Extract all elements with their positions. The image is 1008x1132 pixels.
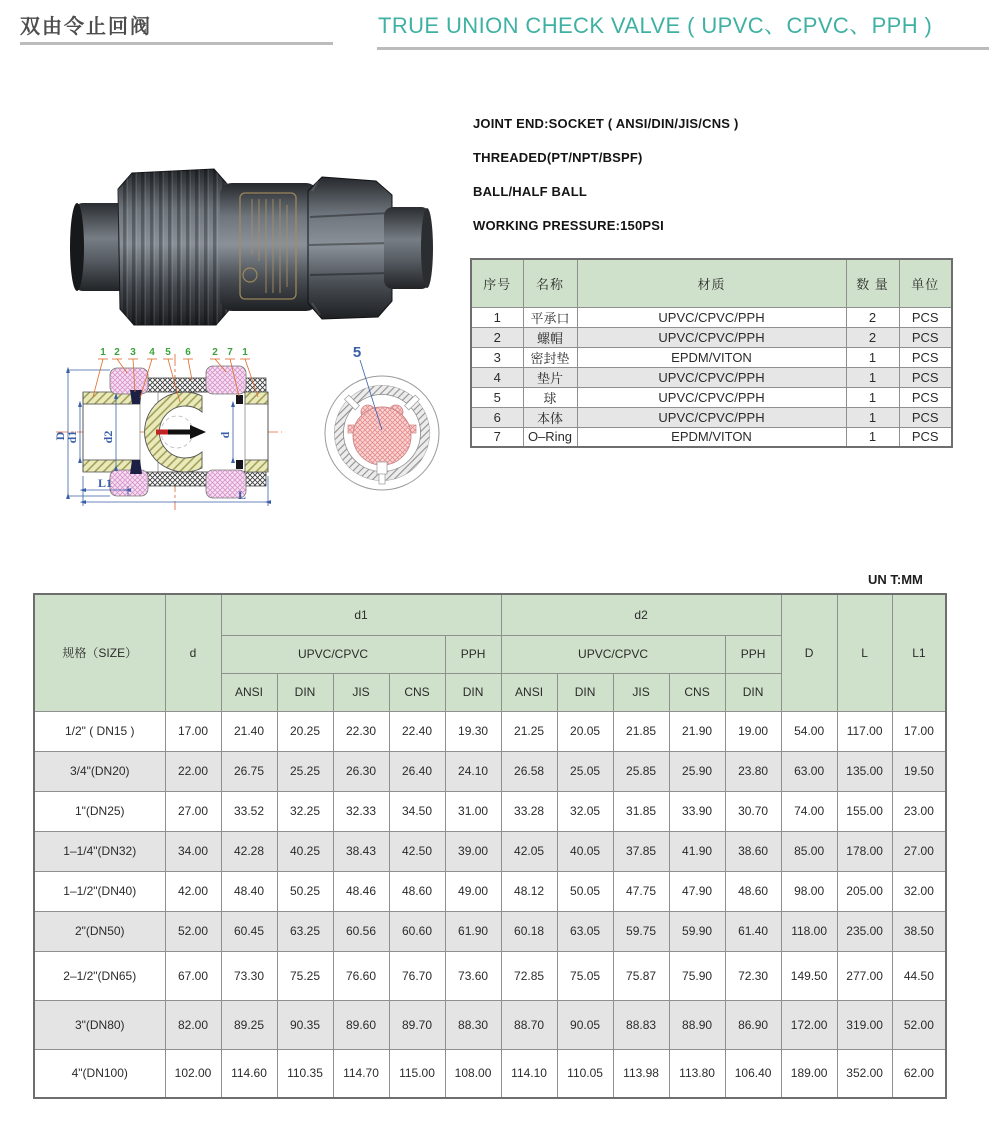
size-cell: 2"(DN50): [34, 911, 165, 951]
callout-numbers: [100, 347, 248, 358]
spec-list: [473, 116, 739, 252]
dim-value-cell: 49.00: [445, 871, 501, 911]
dim-value-cell: 39.00: [445, 831, 501, 871]
header-L: L: [837, 594, 892, 711]
parts-table-cell: 1: [846, 427, 899, 447]
dim-value-cell: 47.75: [613, 871, 669, 911]
dim-value-cell: 90.05: [557, 1000, 613, 1049]
dim-value-cell: 72.85: [501, 951, 557, 1000]
parts-header-name: 名称: [523, 259, 577, 307]
standard-header: CNS: [389, 673, 445, 711]
dim-value-cell: 32.05: [557, 791, 613, 831]
dim-value-cell: 21.25: [501, 711, 557, 751]
parts-table-cell: 3: [471, 347, 523, 367]
dim-table-row: [34, 951, 946, 1000]
parts-table-cell: 4: [471, 367, 523, 387]
standard-header: DIN: [725, 673, 781, 711]
valve-right-union-nut: [308, 177, 392, 319]
dim-table-row: [34, 711, 946, 751]
dim-table-row: [34, 791, 946, 831]
parts-table-cell: 1: [471, 307, 523, 327]
callout-6: 6: [185, 347, 191, 358]
parts-table-cell: 本体: [523, 407, 577, 427]
parts-table-cell: 2: [846, 307, 899, 327]
dim-value-cell: 52.00: [165, 911, 221, 951]
parts-table-row: [471, 407, 952, 427]
dim-value-cell: 75.87: [613, 951, 669, 1000]
valve-left-union-nut: [118, 169, 230, 325]
callout-2: 2: [114, 347, 120, 358]
dim-value-cell: 21.40: [221, 711, 277, 751]
dim-value-cell: 42.50: [389, 831, 445, 871]
dim-value-cell: 88.70: [501, 1000, 557, 1049]
valve-photo: [60, 95, 440, 330]
dim-value-cell: 88.83: [613, 1000, 669, 1049]
callout-9: 1: [242, 347, 248, 358]
dim-value-cell: 75.90: [669, 951, 725, 1000]
dim-value-cell: 44.50: [892, 951, 946, 1000]
dim-value-cell: 98.00: [781, 871, 837, 911]
parts-table-cell: EPDM/VITON: [577, 427, 846, 447]
dim-value-cell: 48.60: [725, 871, 781, 911]
dim-value-cell: 352.00: [837, 1049, 892, 1098]
size-cell: 1–1/4"(DN32): [34, 831, 165, 871]
dim-value-cell: 38.60: [725, 831, 781, 871]
dim-value-cell: 21.85: [613, 711, 669, 751]
callout-8: 7: [227, 347, 233, 358]
parts-table-cell: PCS: [899, 407, 952, 427]
spec-ball: BALL/HALF BALL: [473, 184, 587, 199]
header-upvc-cpvc-1: UPVC/CPVC: [221, 635, 445, 673]
dim-value-cell: 72.30: [725, 951, 781, 1000]
parts-table-cell: UPVC/CPVC/PPH: [577, 387, 846, 407]
dim-value-cell: 113.80: [669, 1049, 725, 1098]
parts-header-material: 材质: [577, 259, 846, 307]
parts-table-cell: 密封垫: [523, 347, 577, 367]
dim-value-cell: 17.00: [892, 711, 946, 751]
dim-label-D: D: [53, 431, 67, 441]
body-hatch-top: [136, 378, 266, 392]
dim-value-cell: 114.60: [221, 1049, 277, 1098]
title-underline-right: [377, 47, 989, 50]
dim-value-cell: 22.40: [389, 711, 445, 751]
dim-value-cell: 25.25: [277, 751, 333, 791]
dim-value-cell: 74.00: [781, 791, 837, 831]
callout-3: 3: [130, 347, 136, 358]
dim-value-cell: 60.56: [333, 911, 389, 951]
callout-7: 2: [212, 347, 218, 358]
standard-header: DIN: [557, 673, 613, 711]
dim-value-cell: 41.90: [669, 831, 725, 871]
header-pph-2: PPH: [725, 635, 781, 673]
dim-table-row: [34, 1049, 946, 1098]
dim-value-cell: 42.05: [501, 831, 557, 871]
dim-value-cell: 63.05: [557, 911, 613, 951]
dim-value-cell: 82.00: [165, 1000, 221, 1049]
parts-table-row: [471, 327, 952, 347]
dim-value-cell: 75.25: [277, 951, 333, 1000]
parts-table-cell: PCS: [899, 367, 952, 387]
parts-table: [470, 258, 953, 448]
valve-body: [220, 183, 318, 311]
dim-value-cell: 110.05: [557, 1049, 613, 1098]
dim-value-cell: 48.12: [501, 871, 557, 911]
callout-4: 4: [149, 347, 155, 358]
dim-value-cell: 60.18: [501, 911, 557, 951]
dim-value-cell: 27.00: [892, 831, 946, 871]
header-d: d: [165, 594, 221, 711]
spec-joint-end: JOINT END:SOCKET ( ANSI/DIN/JIS/CNS ): [473, 116, 739, 131]
dim-table-row: [34, 1000, 946, 1049]
parts-table-cell: 螺帽: [523, 327, 577, 347]
parts-table-row: [471, 427, 952, 447]
dim-value-cell: 24.10: [445, 751, 501, 791]
header-L1: L1: [892, 594, 946, 711]
spec-threaded: THREADED(PT/NPT/BSPF): [473, 150, 643, 165]
dim-value-cell: 21.90: [669, 711, 725, 751]
standard-header: JIS: [613, 673, 669, 711]
standard-header: ANSI: [501, 673, 557, 711]
parts-table-cell: 平承口: [523, 307, 577, 327]
dim-value-cell: 33.90: [669, 791, 725, 831]
dim-value-cell: 205.00: [837, 871, 892, 911]
parts-table-cell: UPVC/CPVC/PPH: [577, 407, 846, 427]
dim-value-cell: 48.60: [389, 871, 445, 911]
dim-value-cell: 22.00: [165, 751, 221, 791]
dim-value-cell: 38.50: [892, 911, 946, 951]
dim-value-cell: 37.85: [613, 831, 669, 871]
parts-table-cell: PCS: [899, 327, 952, 347]
parts-table-cell: 6: [471, 407, 523, 427]
dim-value-cell: 89.25: [221, 1000, 277, 1049]
header-upvc-cpvc-2: UPVC/CPVC: [501, 635, 725, 673]
dim-value-cell: 114.10: [501, 1049, 557, 1098]
valve-right-socket: [384, 207, 433, 289]
header-pph-1: PPH: [445, 635, 501, 673]
dim-value-cell: 113.98: [613, 1049, 669, 1098]
standard-header: CNS: [669, 673, 725, 711]
dim-value-cell: 32.00: [892, 871, 946, 911]
dim-value-cell: 62.00: [892, 1049, 946, 1098]
parts-table-row: [471, 307, 952, 327]
dim-value-cell: 48.46: [333, 871, 389, 911]
dim-value-cell: 118.00: [781, 911, 837, 951]
dim-value-cell: 319.00: [837, 1000, 892, 1049]
dim-value-cell: 26.75: [221, 751, 277, 791]
header-d1-group: d1: [221, 594, 501, 635]
dim-label-d1: d1: [65, 430, 79, 444]
standard-header: JIS: [333, 673, 389, 711]
dim-label-L: L: [237, 488, 247, 502]
dim-value-cell: 47.90: [669, 871, 725, 911]
dim-value-cell: 67.00: [165, 951, 221, 1000]
dim-table-row: [34, 911, 946, 951]
dim-value-cell: 19.30: [445, 711, 501, 751]
parts-table-cell: PCS: [899, 307, 952, 327]
dim-value-cell: 178.00: [837, 831, 892, 871]
page-title-en: TRUE UNION CHECK VALVE ( UPVC、CPVC、PPH ): [378, 13, 933, 38]
parts-table-cell: 1: [846, 407, 899, 427]
dim-value-cell: 75.05: [557, 951, 613, 1000]
dim-value-cell: 106.40: [725, 1049, 781, 1098]
dim-value-cell: 277.00: [837, 951, 892, 1000]
dim-value-cell: 33.28: [501, 791, 557, 831]
dim-table-row: [34, 751, 946, 791]
dim-value-cell: 108.00: [445, 1049, 501, 1098]
size-cell: 1"(DN25): [34, 791, 165, 831]
cross-section-view: [53, 347, 282, 510]
parts-table-cell: 球: [523, 387, 577, 407]
parts-table-cell: 2: [846, 327, 899, 347]
dim-value-cell: 26.30: [333, 751, 389, 791]
dim-value-cell: 20.05: [557, 711, 613, 751]
parts-table-cell: UPVC/CPVC/PPH: [577, 327, 846, 347]
dim-value-cell: 135.00: [837, 751, 892, 791]
end-view-callout: 5: [352, 344, 362, 361]
body-hatch-bottom: [136, 472, 266, 486]
dim-table-row: [34, 871, 946, 911]
parts-header-no: 序号: [471, 259, 523, 307]
dim-value-cell: 117.00: [837, 711, 892, 751]
dim-value-cell: 102.00: [165, 1049, 221, 1098]
dim-value-cell: 59.75: [613, 911, 669, 951]
callout-1: 1: [100, 347, 106, 358]
size-cell: 1–1/2"(DN40): [34, 871, 165, 911]
dim-value-cell: 19.50: [892, 751, 946, 791]
dim-table-row: [34, 831, 946, 871]
dim-value-cell: 20.25: [277, 711, 333, 751]
dim-header-row-1: [34, 594, 946, 635]
dim-label-d2: d2: [101, 430, 115, 444]
dim-value-cell: 60.45: [221, 911, 277, 951]
parts-table-cell: UPVC/CPVC/PPH: [577, 367, 846, 387]
dim-value-cell: 73.30: [221, 951, 277, 1000]
parts-table-cell: 1: [846, 367, 899, 387]
parts-table-row: [471, 347, 952, 367]
dim-value-cell: 114.70: [333, 1049, 389, 1098]
parts-table-cell: O–Ring: [523, 427, 577, 447]
parts-table-cell: 7: [471, 427, 523, 447]
dim-value-cell: 33.52: [221, 791, 277, 831]
dim-value-cell: 17.00: [165, 711, 221, 751]
callout-5: 5: [165, 347, 171, 358]
dim-label-L1: L1: [97, 476, 113, 490]
dim-value-cell: 61.90: [445, 911, 501, 951]
dim-value-cell: 73.60: [445, 951, 501, 1000]
dim-value-cell: 40.05: [557, 831, 613, 871]
size-cell: 2–1/2"(DN65): [34, 951, 165, 1000]
dim-value-cell: 25.90: [669, 751, 725, 791]
dim-value-cell: 63.25: [277, 911, 333, 951]
standard-header: ANSI: [221, 673, 277, 711]
dim-value-cell: 76.70: [389, 951, 445, 1000]
parts-table-header-row: [471, 259, 952, 307]
dim-value-cell: 110.35: [277, 1049, 333, 1098]
size-cell: 1/2" ( DN15 ): [34, 711, 165, 751]
dim-value-cell: 63.00: [781, 751, 837, 791]
header-d2-group: d2: [501, 594, 781, 635]
dim-value-cell: 32.33: [333, 791, 389, 831]
dim-value-cell: 50.05: [557, 871, 613, 911]
dim-value-cell: 189.00: [781, 1049, 837, 1098]
dim-value-cell: 22.30: [333, 711, 389, 751]
dim-label-d: d: [218, 431, 232, 439]
dim-value-cell: 19.00: [725, 711, 781, 751]
dim-value-cell: 31.85: [613, 791, 669, 831]
parts-header-unit: 单位: [899, 259, 952, 307]
dim-value-cell: 34.50: [389, 791, 445, 831]
size-cell: 3/4"(DN20): [34, 751, 165, 791]
parts-table-cell: 2: [471, 327, 523, 347]
size-cell: 3"(DN80): [34, 1000, 165, 1049]
parts-table-cell: PCS: [899, 347, 952, 367]
dim-value-cell: 26.40: [389, 751, 445, 791]
parts-table-cell: PCS: [899, 387, 952, 407]
standard-header: DIN: [445, 673, 501, 711]
dim-value-cell: 61.40: [725, 911, 781, 951]
dim-value-cell: 50.25: [277, 871, 333, 911]
dim-value-cell: 85.00: [781, 831, 837, 871]
parts-table-cell: UPVC/CPVC/PPH: [577, 307, 846, 327]
parts-table-row: [471, 387, 952, 407]
dim-value-cell: 23.80: [725, 751, 781, 791]
dim-value-cell: 90.35: [277, 1000, 333, 1049]
dim-value-cell: 89.70: [389, 1000, 445, 1049]
unit-note: UN T:MM: [868, 572, 923, 587]
dim-value-cell: 48.40: [221, 871, 277, 911]
dim-value-cell: 59.90: [669, 911, 725, 951]
dim-value-cell: 32.25: [277, 791, 333, 831]
dim-value-cell: 76.60: [333, 951, 389, 1000]
dim-value-cell: 86.90: [725, 1000, 781, 1049]
dim-value-cell: 23.00: [892, 791, 946, 831]
size-cell: 4"(DN100): [34, 1049, 165, 1098]
dim-value-cell: 42.00: [165, 871, 221, 911]
dim-value-cell: 88.30: [445, 1000, 501, 1049]
dim-value-cell: 89.60: [333, 1000, 389, 1049]
dim-value-cell: 60.60: [389, 911, 445, 951]
dim-value-cell: 40.25: [277, 831, 333, 871]
spec-working-pressure: WORKING PRESSURE:150PSI: [473, 218, 664, 233]
dim-value-cell: 25.85: [613, 751, 669, 791]
dim-value-cell: 172.00: [781, 1000, 837, 1049]
dimension-table: [33, 593, 947, 1099]
dim-value-cell: 25.05: [557, 751, 613, 791]
dim-value-cell: 27.00: [165, 791, 221, 831]
technical-drawing: [30, 340, 470, 552]
dim-value-cell: 149.50: [781, 951, 837, 1000]
dim-value-cell: 42.28: [221, 831, 277, 871]
standard-header: DIN: [277, 673, 333, 711]
end-view: [325, 344, 439, 490]
parts-table-cell: 垫片: [523, 367, 577, 387]
dim-value-cell: 31.00: [445, 791, 501, 831]
parts-header-qty: 数 量: [846, 259, 899, 307]
dim-value-cell: 26.58: [501, 751, 557, 791]
dim-value-cell: 34.00: [165, 831, 221, 871]
parts-table-cell: 5: [471, 387, 523, 407]
parts-table-row: [471, 367, 952, 387]
parts-table-cell: PCS: [899, 427, 952, 447]
header-size: 规格（SIZE）: [34, 594, 165, 711]
dim-value-cell: 30.70: [725, 791, 781, 831]
dim-value-cell: 115.00: [389, 1049, 445, 1098]
dim-value-cell: 235.00: [837, 911, 892, 951]
parts-table-cell: 1: [846, 387, 899, 407]
parts-table-cell: EPDM/VITON: [577, 347, 846, 367]
dim-value-cell: 88.90: [669, 1000, 725, 1049]
dim-value-cell: 38.43: [333, 831, 389, 871]
page-title-zh: 双由令止回阀: [20, 16, 152, 38]
dim-value-cell: 155.00: [837, 791, 892, 831]
parts-table-cell: 1: [846, 347, 899, 367]
header-D: D: [781, 594, 837, 711]
dim-value-cell: 54.00: [781, 711, 837, 751]
dim-value-cell: 52.00: [892, 1000, 946, 1049]
title-underline-left: [20, 42, 333, 45]
